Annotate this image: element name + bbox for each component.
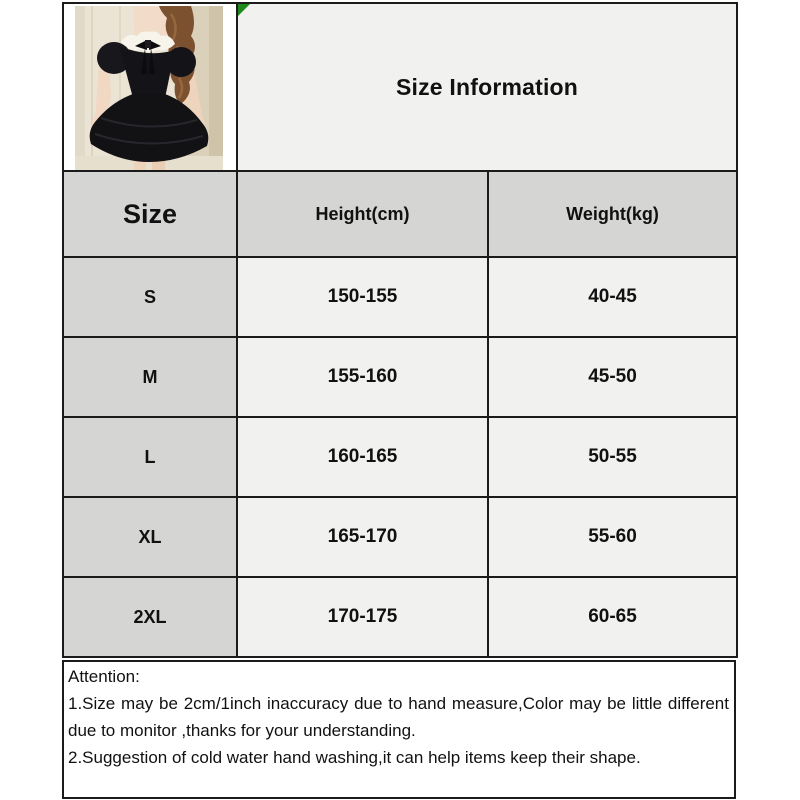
- attention-note-2: 2.Suggestion of cold water hand washing,it can help items keep their shape.: [68, 748, 641, 767]
- height-value: 165-170: [237, 497, 488, 577]
- table-row-m: [63, 337, 737, 417]
- size-label: S: [63, 257, 237, 337]
- attention-heading: Attention:: [68, 667, 140, 686]
- top-row: [63, 3, 737, 171]
- weight-value: 55-60: [488, 497, 737, 577]
- cell-corner-marker: [238, 4, 250, 16]
- size-label: M: [63, 337, 237, 417]
- column-header-size: Size: [63, 171, 237, 257]
- size-label: L: [63, 417, 237, 497]
- column-header-weight: Weight(kg): [488, 171, 737, 257]
- size-label: 2XL: [63, 577, 237, 657]
- height-value: 155-160: [237, 337, 488, 417]
- table-row-s: [63, 257, 737, 337]
- attention-note-1: 1.Size may be 2cm/1inch inaccuracy due to hand measure,Color may be little different due to monitor ,thanks for your understanding.: [68, 694, 729, 740]
- weight-value: 40-45: [488, 257, 737, 337]
- height-value: 170-175: [237, 577, 488, 657]
- size-label: XL: [63, 497, 237, 577]
- weight-value: 60-65: [488, 577, 737, 657]
- product-photo-cell: [63, 3, 237, 171]
- table-header-row: [63, 171, 737, 257]
- height-value: 160-165: [237, 417, 488, 497]
- table-row-l: [63, 417, 737, 497]
- page-title: Size Information: [395, 73, 579, 100]
- height-value: 150-155: [237, 257, 488, 337]
- attention-notes-box: [62, 660, 736, 799]
- weight-value: 45-50: [488, 337, 737, 417]
- column-header-height: Height(cm): [237, 171, 488, 257]
- table-row-xl: [63, 497, 737, 577]
- size-information-title-cell: [237, 3, 737, 171]
- product-photo: [75, 6, 223, 170]
- weight-value: 50-55: [488, 417, 737, 497]
- table-row-2xl: [63, 577, 737, 657]
- size-table: [62, 2, 738, 658]
